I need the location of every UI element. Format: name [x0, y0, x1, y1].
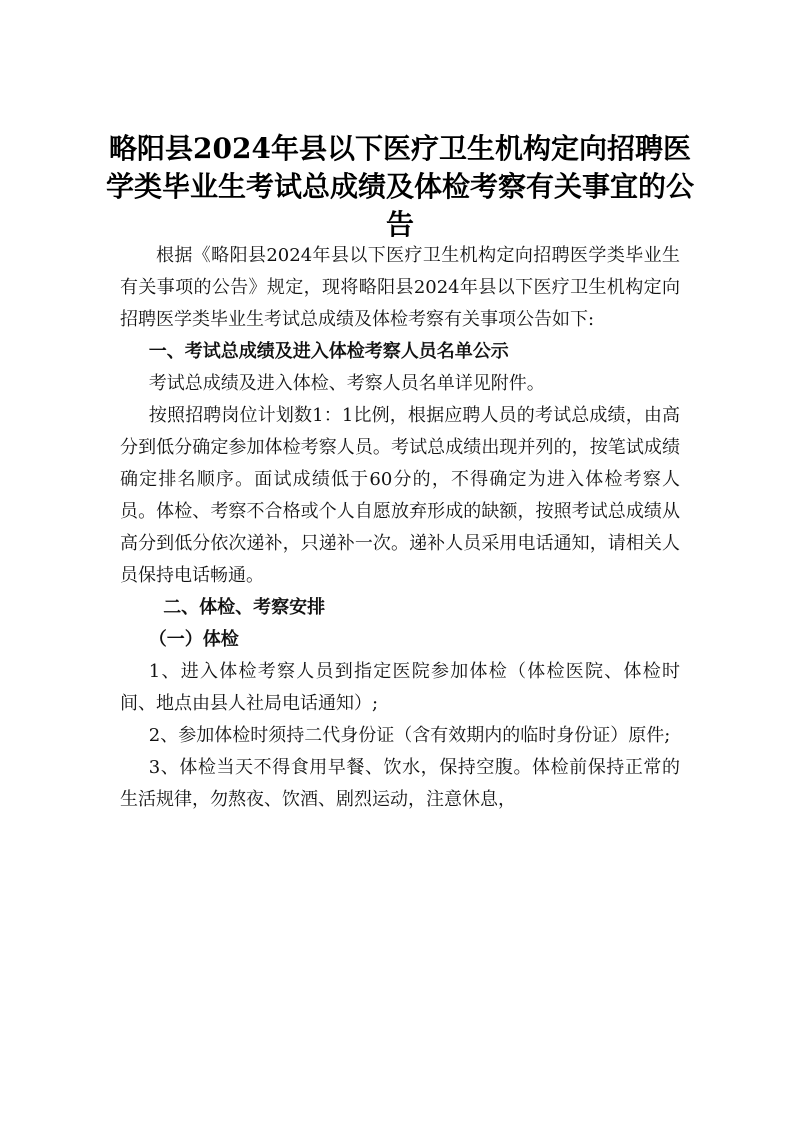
intro-paragraph: 根据《略阳县2024年县以下医疗卫生机构定向招聘医学类毕业生有关事项的公告》规定，现将略阳县2024年县以下医疗卫生机构定向招聘医学类毕业生考试总成绩及体检考察有关事项公告如下:	[120, 245, 680, 330]
subsection-heading-1: （一）体检	[148, 629, 239, 650]
list-item: 2、参加体检时须持二代身份证（含有效期内的临时身份证）原件;	[148, 725, 671, 746]
list-item: 1、进入体检考察人员到指定医院参加体检（体检医院、体检时间、地点由县人社局电话通知）;	[120, 661, 680, 714]
list-item: 3、体检当天不得食用早餐、饮水，保持空腹。体检前保持正常的生活规律，勿熬夜、饮酒、剧烈运动，注意休息，	[120, 757, 680, 810]
section-heading-1: 一、考试总成绩及进入体检考察人员名单公示	[148, 341, 509, 362]
section1-paragraph-2: 按照招聘岗位计划数1：1比例，根据应聘人员的考试总成绩，由高分到低分确定参加体检考察人员。考试总成绩出现并列的，按笔试成绩确定排名顺序。面试成绩低于60分的，不得确定为进入体检考察人员。体检、考察不合格或个人自愿放弃形成的缺额，按照考试总成绩从高分到低分依次递补，只递补一次。递补人员采用电话通知，请相关人员保持电话畅通。	[120, 405, 680, 586]
section1-paragraph-1: 考试总成绩及进入体检、考察人员名单详见附件。	[148, 373, 545, 394]
document-body	[120, 240, 680, 816]
section-heading-2: 二、体检、考察安排	[163, 597, 326, 618]
document-title: 略阳县2024年县以下医疗卫生机构定向招聘医学类毕业生考试总成绩及体检考察有关事宜的公告	[105, 132, 694, 241]
